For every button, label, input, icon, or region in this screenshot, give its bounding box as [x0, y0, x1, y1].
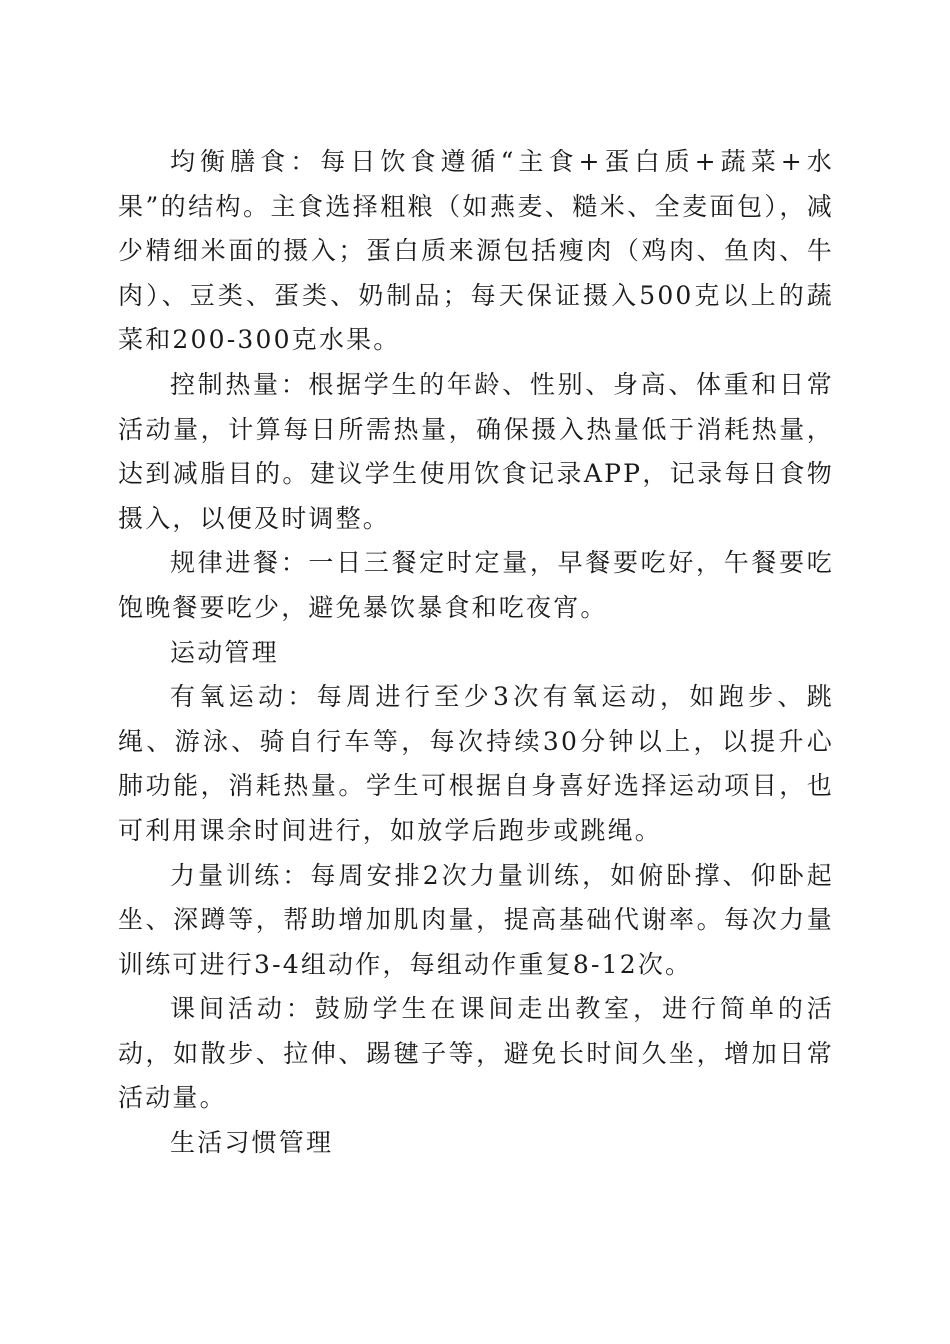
section-heading-exercise: 运动管理: [170, 637, 279, 667]
document-body: [118, 140, 834, 1166]
paragraph-balanced-diet: 均衡膳食：每日饮食遵循“主食+蛋白质+蔬菜+水果”的结构。主食选择粗粮（如燕麦、糙米、全麦面包），减少精细米面的摄入；蛋白质来源包括瘦肉（鸡肉、鱼肉、牛肉）、豆类、蛋类、奶制品；每天保证摄入500克以上的蔬菜和200-300克水果。: [118, 147, 834, 355]
section-heading-lifestyle: 生活习惯管理: [170, 1128, 334, 1158]
paragraph-regular-meals: 规律进餐：一日三餐定时定量，早餐要吃好，午餐要吃饱晚餐要吃少，避免暴饮暴食和吃夜宵。: [118, 548, 834, 622]
paragraph-calorie-control: 控制热量：根据学生的年龄、性别、身高、体重和日常活动量，计算每日所需热量，确保摄入热量低于消耗热量，达到减脂目的。建议学生使用饮食记录APP，记录每日食物摄入，以便及时调整。: [118, 369, 834, 533]
paragraph-strength-training: 力量训练：每周安排2次力量训练，如俯卧撑、仰卧起坐、深蹲等，帮助增加肌肉量，提高基础代谢率。每次力量训练可进行3-4组动作，每组动作重复8-12次。: [118, 860, 834, 979]
paragraph-aerobic-exercise: 有氧运动：每周进行至少3次有氧运动，如跑步、跳绳、游泳、骑自行车等，每次持续30分钟以上，以提升心肺功能，消耗热量。学生可根据自身喜好选择运动项目，也可利用课余时间进行，如放学后跑步或跳绳。: [118, 682, 834, 845]
paragraph-break-activities: 课间活动：鼓励学生在课间走出教室，进行简单的活动，如散步、拉伸、踢毽子等，避免长时间久坐，增加日常活动量。: [118, 994, 834, 1113]
